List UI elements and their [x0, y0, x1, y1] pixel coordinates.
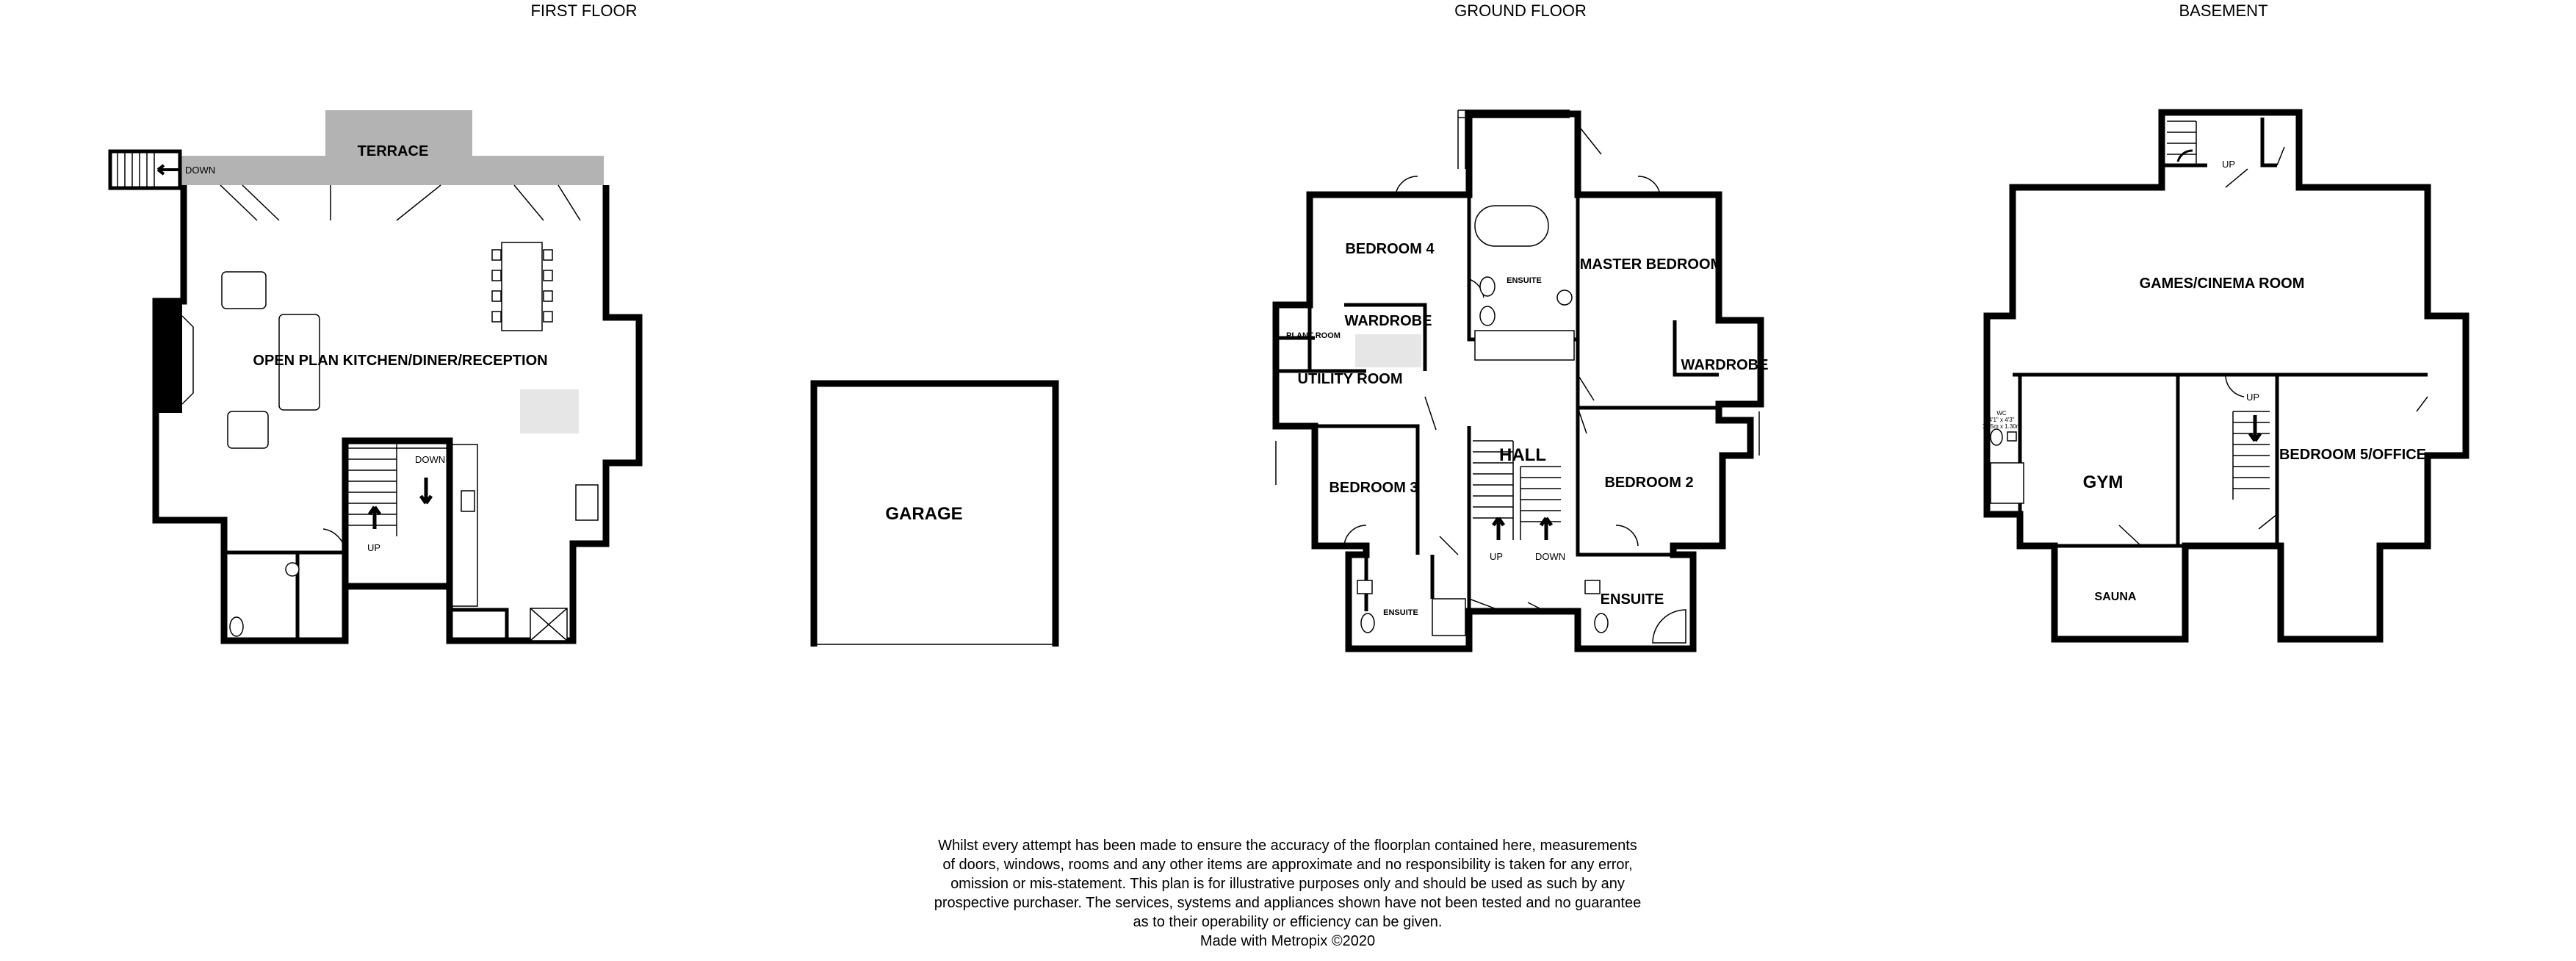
terrace-label: TERRACE: [357, 143, 429, 159]
toilet-icon: [230, 617, 243, 636]
down-arrow-icon: [2250, 415, 2260, 441]
stair-walls: [345, 441, 450, 641]
basin-icon: [1480, 306, 1495, 325]
bedroom5-office-label: BEDROOM 5/OFFICE: [2279, 447, 2427, 463]
first-floor-down-label: DOWN: [415, 454, 446, 465]
master-bedroom-label: MASTER BEDROOM: [1579, 256, 1723, 273]
sink-icon: [461, 491, 475, 511]
basement-internal-walls: [2013, 112, 2428, 546]
curved-arrow-icon: [2178, 151, 2193, 162]
toilet-icon: [1595, 613, 1608, 633]
basement-mid-stairs: [2233, 411, 2270, 500]
first-floor-up-label: UP: [367, 542, 381, 553]
first-floor-plan: [110, 1, 639, 641]
wc-dims-imperial: 4'1" x 4'3": [1988, 417, 2015, 423]
ensuite-left-label: ENSUITE: [1383, 608, 1418, 617]
basin-icon: [1357, 580, 1372, 594]
toilet-icon: [1361, 613, 1374, 633]
kitchen-counter: [450, 444, 477, 606]
games-cinema-label: GAMES/CINEMA ROOM: [2139, 276, 2305, 292]
fireplace-hearth: [182, 316, 193, 404]
ground-floor-plan: [1276, 1, 1768, 649]
shower-icon: [1991, 463, 2024, 503]
wc-walls: [224, 553, 507, 641]
basement-top-stairs: [2167, 121, 2196, 165]
toilet-icon: [1991, 429, 2002, 445]
basement-title: BASEMENT: [2179, 1, 2268, 20]
shower-icon: [1432, 599, 1465, 636]
basement-plan: [1982, 1, 2466, 639]
bath-icon: [1475, 206, 1548, 246]
ground-floor-title: GROUND FLOOR: [1454, 1, 1587, 20]
kitchen-island: [520, 389, 579, 433]
kitchen-diner-label: OPEN PLAN KITCHEN/DINER/RECEPTION: [253, 353, 548, 369]
door-swings: [1344, 125, 1660, 613]
sliding-doors: [220, 185, 580, 220]
hall-down-label: DOWN: [1535, 551, 1566, 562]
garage-plan: [814, 384, 1056, 647]
bedroom3-label: BEDROOM 3: [1329, 480, 1418, 496]
garage-label: GARAGE: [885, 504, 963, 524]
terrace-strip: [158, 156, 604, 185]
credit: Made with Metropix ©2020: [1199, 933, 1376, 949]
bay-window: [1458, 110, 1570, 169]
wc-dims-metric: 1.25m x 1.30m: [1982, 423, 2021, 430]
basement-up-top-label: UP: [2222, 159, 2236, 170]
ensuite-right-label: ENSUITE: [1600, 591, 1664, 608]
hall-label: HALL: [1499, 445, 1546, 465]
fireplace: [156, 303, 182, 413]
disclaimer-line: prospective purchaser. The services, systems and appliances shown have not been tested and no guarantee: [934, 895, 1642, 911]
basement-up-mid-label: UP: [2246, 392, 2260, 403]
hob-icon: [576, 485, 598, 520]
disclaimer-line: of doors, windows, rooms and any other items are approximate and no responsibility is taken for any error,: [942, 857, 1633, 873]
armchair-top: [222, 272, 266, 309]
basin-icon: [1557, 290, 1572, 305]
ensuite-top-label: ENSUITE: [1507, 276, 1542, 285]
shower-icon: [1475, 331, 1574, 360]
disclaimer-line: omission or mis-statement. This plan is for illustrative purposes only and should be used as such by any: [950, 876, 1625, 892]
terrace-down-label: DOWN: [185, 165, 216, 176]
hall-up-label: UP: [1490, 551, 1504, 562]
bedroom2-label: BEDROOM 2: [1604, 475, 1694, 491]
dining-table: [502, 242, 542, 331]
bedroom4-label: BEDROOM 4: [1345, 241, 1435, 257]
wardrobe-right-label: WARDROBE: [1681, 357, 1769, 373]
wardrobe-left-label: WARDROBE: [1344, 313, 1432, 329]
first-floor-title: FIRST FLOOR: [530, 1, 638, 20]
down-arrow-icon: [421, 478, 431, 503]
utility-room-label: UTILITY ROOM: [1297, 371, 1403, 387]
basin-icon: [286, 563, 299, 576]
gym-label: GYM: [2082, 472, 2124, 492]
disclaimer: [847, 836, 1728, 951]
disclaimer-line: Whilst every attempt has been made to ensure the accuracy of the floorplan contained here, measurements: [938, 838, 1637, 854]
shower-icon: [1653, 610, 1686, 643]
disclaimer-line: as to their operability or efficiency can be given.: [1133, 914, 1443, 930]
basin-icon: [1585, 580, 1600, 594]
wardrobe-fill: [1355, 334, 1421, 367]
basin-icon: [2007, 432, 2016, 441]
sauna-label: SAUNA: [2094, 591, 2137, 603]
wc-label: WC: [1996, 410, 2007, 417]
plant-room-label: PLANT ROOM: [1286, 331, 1341, 340]
armchair-bottom: [228, 411, 268, 448]
toilet-icon: [1480, 277, 1495, 296]
